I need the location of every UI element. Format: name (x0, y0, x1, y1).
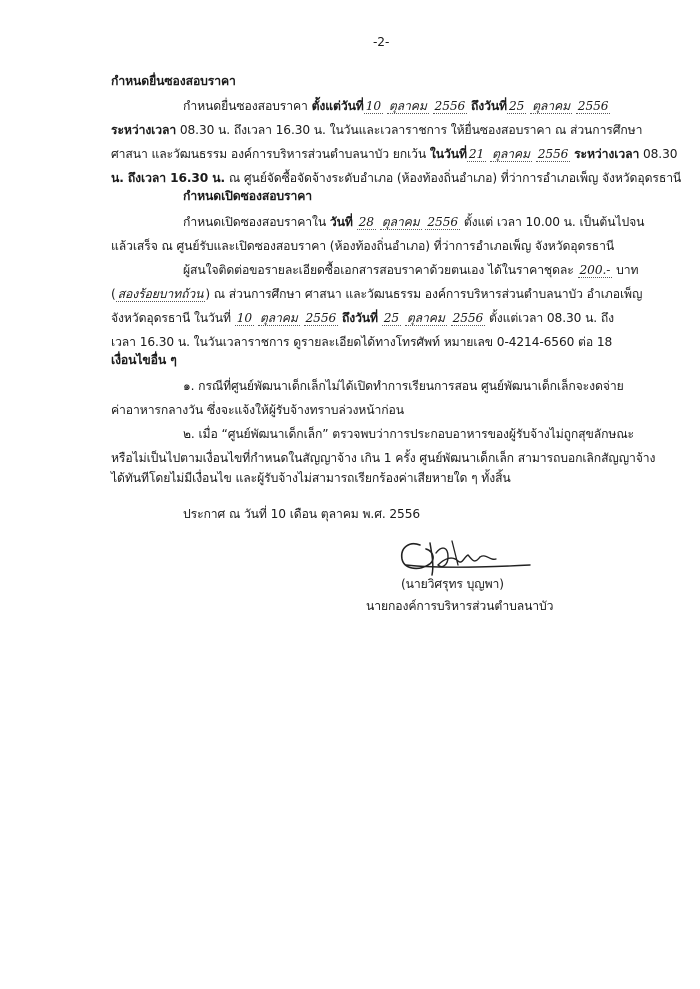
s2-l1-pre: กำหนดเปิดซองสอบราคาใน (183, 215, 327, 229)
page-number: -2- (373, 35, 390, 49)
s1-l2-text: 08.30 น. ถึงเวลา 16.30 น. ในวันและเวลาราชการ ให้ยื่นซองสอบราคา ณ ส่วนการศึกษา (179, 123, 643, 137)
s2-l1-day: 28 (358, 215, 374, 229)
signer-title: นายกองค์การบริหารส่วนตำบลนาบัว (366, 599, 554, 613)
s1-line1 (183, 98, 610, 114)
s2-l5-day1: 10 (236, 311, 253, 325)
s2-l3-price: 200.- (579, 263, 611, 277)
s1-l1-day1: 10 (365, 99, 382, 113)
s1-l1-month2: ตุลาคม (532, 99, 571, 113)
s1-l3-year: 2556 (537, 147, 569, 161)
s1-l1-pre: กำหนดยื่นซองสอบราคา (183, 99, 308, 113)
s2-l1-post: ตั้งแต่ เวลา 10.00 น. เป็นต้นไปจน (463, 215, 645, 229)
s1-l1-to: ถึงวันที่ (470, 99, 507, 113)
s2-l5-post: ตั้งแต่เวลา 08.30 น. ถึง (488, 311, 614, 325)
s2-l1-year: 2556 (427, 215, 459, 229)
condition-1-line1: ๑. กรณีที่ศูนย์พัฒนาเด็กเล็กไม่ได้เปิดทำการเรียนการสอน ศูนย์พัฒนาเด็กเล็กจะงดจ่าย (183, 379, 624, 393)
s2-l4-words: สองร้อยบาทถ้วน (117, 287, 204, 301)
s1-l1-day2: 25 (509, 99, 525, 113)
condition-1-line2: ค่าอาหารกลางวัน ซึ่งจะแจ้งให้ผู้รับจ้างทราบล่วงหน้าก่อน (111, 403, 404, 417)
s2-l5-month2: ตุลาคม (406, 311, 445, 325)
s2-l5-year2: 2556 (452, 311, 484, 325)
s2-l3-pre: ผู้สนใจติดต่อขอรายละเอียดซื้อเอกสารสอบราคาด้วยตนเอง ได้ในราคาชุดละ (183, 263, 574, 277)
s2-line1 (183, 214, 644, 230)
section-heading-submission: กำหนดยื่นซองสอบราคา (111, 74, 236, 88)
s2-line4: ( สองร้อยบาทถ้วน ) ณ ส่วนการศึกษา ศาสนา และวัฒนธรรม องค์การบริหารส่วนตำบลนาบัว อำเภอเพ็ญ (111, 287, 643, 301)
condition-2-line3: ได้ทันทีโดยไม่มีเงื่อนไข และผู้รับจ้างไม่สามารถเรียกร้องค่าเสียหายใด ๆ ทั้งสิ้น (111, 471, 511, 485)
s2-l1-month: ตุลาคม (381, 215, 420, 229)
s2-line6: เวลา 16.30 น. ในวันเวลาราชการ ดูรายละเอียดได้ทางโทรศัพท์ หมายเลข 0-4214-6560 ต่อ 18 (111, 335, 613, 349)
s1-l1-from: ตั้งแต่วันที่ (311, 99, 364, 113)
s1-line3 (111, 146, 677, 162)
s2-l1-bold: วันที่ (329, 215, 353, 229)
s1-l3-time: 08.30 (642, 147, 678, 161)
s1-l3-bold: ในวันที่ (429, 147, 467, 161)
s1-l4-bold: น. ถึงเวลา 16.30 น. (111, 171, 226, 185)
s2-l5-pre: จังหวัดอุดรธานี ในวันที่ (111, 311, 231, 325)
s1-l2-bold: ระหว่างเวลา (111, 123, 177, 137)
announcement-date: ประกาศ ณ วันที่ 10 เดือน ตุลาคม พ.ศ. 2556 (183, 507, 421, 521)
s2-line5 (111, 310, 614, 326)
s2-l5-year1: 2556 (305, 311, 337, 325)
s2-l4-text: ณ ส่วนการศึกษา ศาสนา และวัฒนธรรม องค์การบริหารส่วนตำบลนาบัว อำเภอเพ็ญ (213, 287, 643, 301)
s2-l3-unit: บาท (616, 263, 639, 277)
s1-l3-bold2: ระหว่างเวลา (574, 147, 640, 161)
signature-image (392, 535, 532, 581)
s1-l1-year2: 2556 (577, 99, 609, 113)
s1-l1-month1: ตุลาคม (388, 99, 427, 113)
s1-l3-day: 21 (468, 147, 485, 161)
s1-line2 (111, 122, 642, 138)
condition-2-line2: หรือไม่เป็นไปตามเงื่อนไขที่กำหนดในสัญญาจ้าง เกิน 1 ครั้ง ศูนย์พัฒนาเด็กเล็ก สามารถบอกเลิกสัญญาจ้าง (111, 451, 656, 465)
s1-l1-year1: 2556 (434, 99, 466, 113)
s1-l3-text: ศาสนา และวัฒนธรรม องค์การบริหารส่วนตำบลนาบัว ยกเว้น (111, 147, 427, 161)
s1-l3-month: ตุลาคม (492, 147, 530, 161)
signer-name: (นายวิศรุทร บุญพา) (401, 577, 504, 591)
s2-line2: แล้วเสร็จ ณ ศูนย์รับและเปิดซองสอบราคา (ห้องท้องถิ่นอำเภอ) ที่ว่าการอำเภอเพ็ญ จังหวัดอุดรธานี (111, 239, 615, 253)
s1-line4 (111, 170, 681, 186)
s2-line3 (183, 262, 638, 278)
section-heading-conditions: เงื่อนไขอื่น ๆ (111, 353, 177, 367)
s2-l5-to: ถึงวันที่ (341, 311, 378, 325)
condition-2-line1: ๒. เมื่อ “ศูนย์พัฒนาเด็กเล็ก” ตรวจพบว่าการประกอบอาหารของผู้รับจ้างไม่ถูกสุขลักษณะ (183, 427, 634, 441)
s2-l5-month1: ตุลาคม (259, 311, 298, 325)
section-heading-opening: กำหนดเปิดซองสอบราคา (183, 189, 313, 203)
s2-l5-day2: 25 (383, 311, 400, 325)
s1-l4-text: ณ ศูนย์จัดซื้อจัดจ้างระดับอำเภอ (ห้องท้องถิ่นอำเภอ) ที่ว่าการอำเภอเพ็ญ จังหวัดอุดรธานี (228, 171, 682, 185)
